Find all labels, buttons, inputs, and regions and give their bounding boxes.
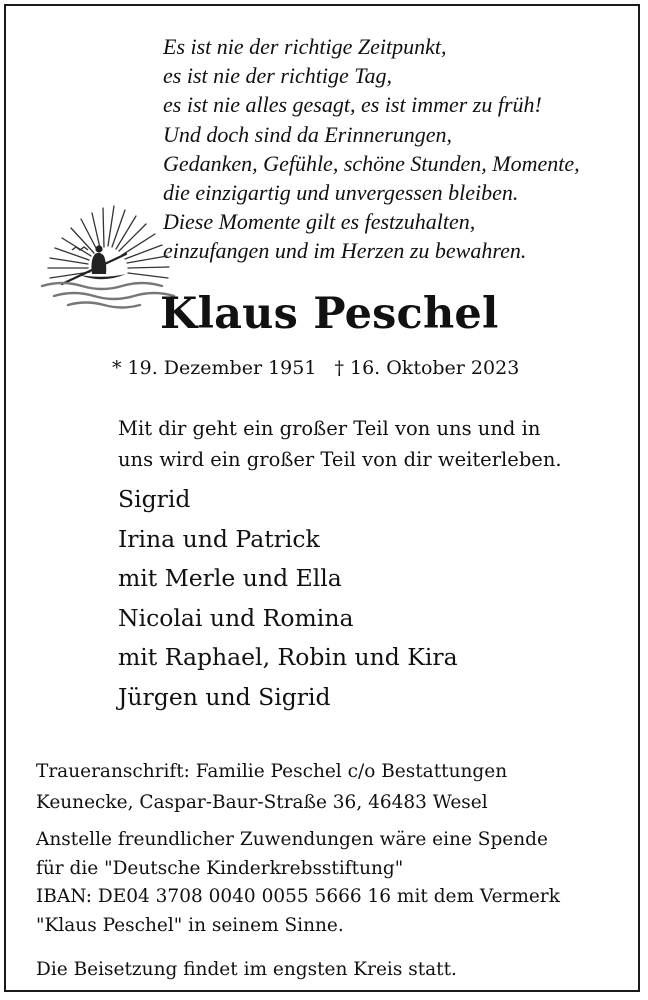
quote-line: Mit dir geht ein großer Teil von uns und in: [118, 417, 541, 440]
mourner: mit Merle und Ella: [118, 564, 342, 593]
poem-line: Diese Momente gilt es festzuhalten,: [163, 209, 476, 235]
mourner: Irina und Patrick: [118, 524, 320, 553]
birth-date: * 19. Dezember 1951: [112, 357, 317, 379]
donation-line: IBAN: DE04 3708 0040 0055 5666 16 mit dem Vermerk: [36, 886, 560, 907]
donation-note: [36, 826, 636, 940]
life-dates: [112, 354, 592, 382]
poem-line: es ist nie alles gesagt, es ist immer zu früh!: [163, 92, 542, 118]
mourner: Nicolai und Romina: [118, 603, 354, 632]
mourners-list: [118, 480, 598, 718]
address-line: Traueranschrift: Familie Peschel c/o Bestattungen: [36, 761, 508, 782]
poem-line: die einzigartig und unvergessen bleiben.: [163, 180, 519, 206]
donation-line: für die "Deutsche Kinderkrebsstiftung": [36, 857, 404, 879]
death-date: † 16. Oktober 2023: [334, 357, 520, 379]
deceased-name: Klaus Peschel: [160, 289, 499, 339]
mourner: Jürgen und Sigrid: [118, 682, 331, 711]
poem-line: Gedanken, Gefühle, schöne Stunden, Momente,: [163, 150, 580, 176]
donation-line: "Klaus Peschel" in seinem Sinne.: [36, 914, 344, 936]
mourner: mit Raphael, Robin und Kira: [118, 643, 458, 672]
quote-line: uns wird ein großer Teil von dir weiterleben.: [118, 448, 562, 471]
poem-line: es ist nie der richtige Tag,: [163, 63, 392, 89]
poem: [163, 32, 633, 266]
poem-line: Und doch sind da Erinnerungen,: [163, 121, 453, 147]
poem-line: einzufangen und im Herzen zu bewahren.: [163, 238, 527, 264]
mourner: Sigrid: [118, 485, 191, 513]
farewell-quote: [118, 413, 618, 475]
donation-line: Anstelle freundlicher Zuwendungen wäre eine Spende: [36, 829, 548, 850]
poem-line: Es ist nie der richtige Zeitpunkt,: [163, 34, 447, 59]
burial-note: Die Beisetzung findet im engsten Kreis statt.: [36, 959, 457, 980]
mourning-address: [36, 757, 626, 818]
address-line: Keunecke, Caspar-Baur-Straße 36, 46483 Wesel: [36, 791, 488, 813]
